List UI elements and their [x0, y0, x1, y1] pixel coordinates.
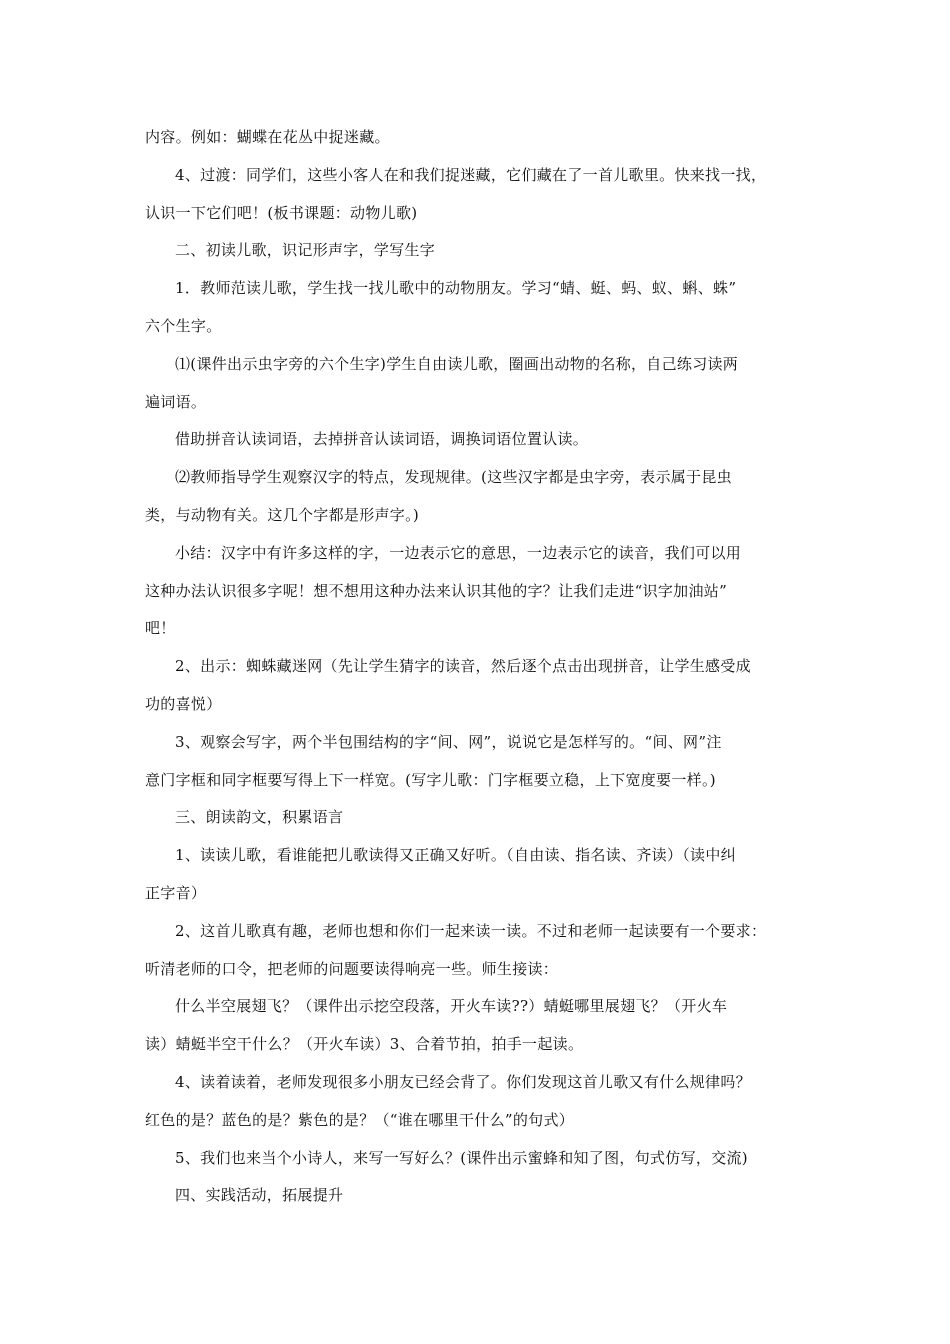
paragraph-line: 1．教师范读儿歌，学生找一找儿歌中的动物朋友。学习“蜻、蜓、蚂、蚁、蝌、蛛”	[175, 279, 737, 298]
paragraph-line: 红色的是？蓝色的是？紫色的是？（“谁在哪里干什么”的句式）	[145, 1110, 575, 1129]
paragraph-line: 认识一下它们吧！(板书课题：动物儿歌)	[145, 203, 418, 222]
paragraph-line: 3、观察会写字，两个半包围结构的字“间、网”，说说它是怎样写的。“间、网”注	[175, 732, 722, 751]
paragraph-line: 1、读读儿歌，看谁能把儿歌读得又正确又好听。（自由读、指名读、齐读）（读中纠	[175, 846, 736, 865]
paragraph-line: 二、初读儿歌，识记形声字，学写生字	[175, 241, 436, 260]
paragraph-line: 这种办法认识很多字呢！想不想用这种办法来认识其他的字？让我们走进“识字加油站”	[145, 581, 728, 600]
paragraph-line: 4、过渡：同学们，这些小客人在和我们捉迷藏，它们藏在了一首儿歌里。快来找一找，	[175, 165, 767, 184]
paragraph-line: ⑴(课件出示虫字旁的六个生字)学生自由读儿歌，圈画出动物的名称，自己练习读两	[175, 354, 739, 373]
paragraph-line: 听清老师的口令，把老师的问题要读得响亮一些。师生接读：	[145, 959, 559, 978]
paragraph-line: 类，与动物有关。这几个字都是形声字。)	[145, 505, 420, 524]
document-body	[145, 122, 810, 1218]
paragraph-line: 5、我们也来当个小诗人，来写一写好么？(课件出示蜜蜂和知了图，句式仿写，交流)	[175, 1148, 748, 1167]
paragraph-line: 意门字框和同字框要写得上下一样宽。(写字儿歌：门字框要立稳，上下宽度要一样。)	[145, 770, 716, 789]
paragraph-line: 什么半空展翅飞？（课件出示挖空段落，开火车读??）蜻蜓哪里展翅飞？（开火车	[175, 997, 728, 1016]
paragraph-line: 三、朗读韵文，积累语言	[175, 808, 344, 827]
paragraph-line: 2、这首儿歌真有趣，老师也想和你们一起来读一读。不过和老师一起读要有一个要求：	[175, 921, 767, 940]
paragraph-line: 读）蜻蜓半空干什么？（开火车读）3、合着节拍，拍手一起读。	[145, 1035, 584, 1054]
paragraph-line: 遍词语。	[145, 392, 207, 411]
paragraph-line: 内容。例如：蝴蝶在花丛中捉迷藏。	[145, 128, 390, 146]
paragraph-line: 4、读着读着，老师发现很多小朋友已经会背了。你们发现这首儿歌又有什么规律吗？	[175, 1072, 751, 1091]
paragraph-line: ⑵教师指导学生观察汉字的特点，发现规律。(这些汉字都是虫字旁，表示属于昆虫	[175, 468, 732, 487]
paragraph-line: 正字音）	[145, 883, 207, 902]
paragraph-line: 吧！	[145, 619, 176, 638]
paragraph-line: 2、出示：蜘蛛藏迷网（先让学生猜字的读音，然后逐个点击出现拼音，让学生感受成	[175, 657, 751, 676]
paragraph-line: 小结：汉字中有许多这样的字，一边表示它的意思，一边表示它的读音，我们可以用	[175, 543, 742, 562]
paragraph-line: 四、实践活动，拓展提升	[175, 1186, 344, 1205]
paragraph-line: 功的喜悦）	[145, 694, 222, 713]
paragraph-line: 借助拼音认读词语，去掉拼音认读词语，调换词语位置认读。	[175, 430, 589, 449]
paragraph-line: 六个生字。	[145, 316, 222, 335]
